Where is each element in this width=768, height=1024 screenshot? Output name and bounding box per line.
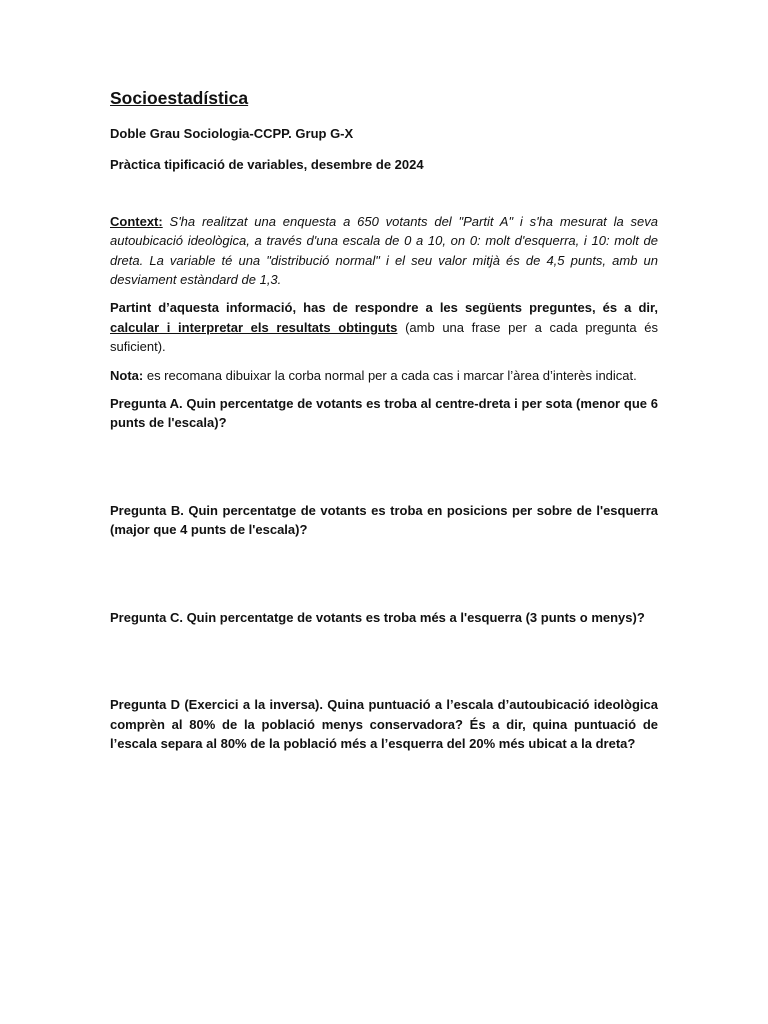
question-b: Pregunta B. Quin percentatge de votants es troba en posicions per sobre de l'esquerra (major que 4 punts de l'escala)? xyxy=(110,502,658,538)
instructions-paragraph xyxy=(110,298,658,356)
note-text: es recomana dibuixar la corba normal per a cada cas i marcar l’àrea d’interès indicat. xyxy=(146,367,637,383)
note-paragraph xyxy=(110,366,658,385)
question-d: Pregunta D (Exercici a la inversa). Quina puntuació a l’escala d’autoubicació ideològica comprèn al 80% de la població menys conservadora? És a dir, quina puntuació de l’escala separa al 80% de la població més a l’esquerra del 20% més ubicat a la dreta? xyxy=(110,697,658,751)
note-label: Nota: xyxy=(110,367,144,383)
instructions-part-1: Partint d’aquesta informació, has de respondre a les següents preguntes, és a dir, xyxy=(110,300,658,316)
context-label: Context: xyxy=(110,213,163,229)
document-page xyxy=(110,86,658,753)
instructions-part-3: (amb una frase per a cada pregunta és suficient). xyxy=(110,319,658,355)
instructions-part-2: calcular i interpretar els resultats obtinguts xyxy=(110,319,398,335)
practice-subtitle: Pràctica tipificació de variables, desembre de 2024 xyxy=(110,157,424,173)
context-text: S'ha realitzat una enquesta a 650 votants del "Partit A" i s'ha mesurat la seva autoubicació ideològica, a través d'una escala de 0 a 10, on 0: molt d'esquerra, i 10: molt de dreta. La variable té una "distribució normal" i el seu valor mitjà és de 4,5 punts, amb un desviament estàndard de 1,3. xyxy=(110,213,658,288)
context-paragraph xyxy=(110,212,658,290)
document-title: Socioestadística xyxy=(110,88,249,108)
question-c: Pregunta C. Quin percentatge de votants es troba més a l'esquerra (3 punts o menys)? xyxy=(110,609,645,625)
course-subtitle: Doble Grau Sociologia-CCPP. Grup G-X xyxy=(110,126,354,141)
question-a: Pregunta A. Quin percentatge de votants es troba al centre-dreta i per sota (menor que 6 punts de l'escala)? xyxy=(110,396,658,431)
